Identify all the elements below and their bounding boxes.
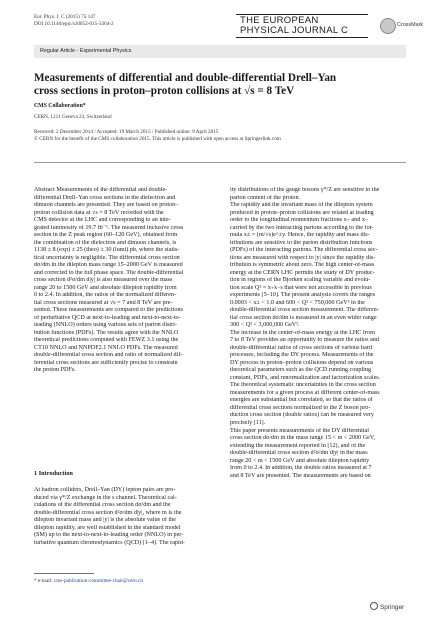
text-line: double-differential cross section measurement. The differen- [230, 307, 379, 314]
doi-line: DOI 10.1140/epjc/s10052-015-3364-2 [34, 21, 114, 27]
author: CMS Collaboration* [34, 103, 86, 109]
article-category: Regular Article - Experimental Physics [40, 48, 132, 54]
text-line: This paper presents measurements of the DY differential [230, 427, 369, 434]
text-line: and 8 TeV are presented. The measurements are based on [230, 472, 371, 479]
text-line: dσ/dm in the dilepton mass range 15–2000 GeV is measured [34, 262, 183, 269]
text-line: dimuon channels are presented. They are based on proton– [34, 202, 179, 209]
text-line: carried by the two interacting partons according to the for- [230, 224, 374, 231]
text-line: tial cross sections measured at √s = 7 and 8 TeV are pre- [34, 299, 173, 306]
text-line: energies are substantial but correlated, so that the ratios of [230, 397, 373, 404]
text-line: 1138 ± 8 (exp) ± 25 (theo) ± 30 (lumi) pb, where the statis- [34, 247, 180, 254]
text-line: constant, PDFs, and renormalization and factorization scales. [230, 374, 381, 381]
text-line: CMS detector at the LHC and corresponding to an inte- [34, 217, 171, 224]
journal-name-line2: PHYSICAL JOURNAL C [240, 25, 349, 36]
text-line: theoretical predictions computed with FEWZ 3.1 using the [34, 337, 179, 344]
text-line: order to the longitudinal momentum fractions x₊ and x₋ [230, 217, 369, 224]
text-line: CT10 NNLO and NNPDF2.1 NNLO PDFs. The measured [34, 344, 178, 351]
text-line: The rapidity and the invariant mass of the dilepton system [230, 202, 373, 209]
email-link[interactable]: cms-publication-committee-chair@cern.ch [53, 578, 143, 584]
text-line: tical uncertainty is negligible. The differential cross section [34, 254, 180, 261]
text-line: double-differential cross section and ratio of normalized dif- [34, 352, 183, 359]
text-line: cross section dσ/dm in the mass range 15 < m < 2000 GeV, [230, 435, 376, 442]
text-line: Abstract Measurements of the differential and double- [34, 187, 168, 193]
text-line: (PDFs) of the interacting partons. The differential cross sec- [230, 247, 378, 254]
text-line: bution functions (PDFs). The results agree with the NNLO [34, 329, 179, 336]
text-line: grated luminosity of 19.7 fb⁻¹. The measured inclusive cross [34, 224, 184, 231]
text-line: experiments [5–10]. The present analysis covers the ranges [230, 292, 376, 299]
text-line: 0 to 2.4. In addition, the ratios of the normalized differen- [34, 292, 176, 299]
text-line: tion in regions of the Bjorken scaling variable and evolu- [230, 277, 371, 284]
text-line: dilepton invariant mass and |y| is the absolute value of the [34, 517, 176, 524]
text-line: (SM) up to the next-to-next-to-leading order (NNLO) in per- [34, 532, 184, 539]
citation [34, 14, 114, 28]
text-line: sented. These measurements are compared to the predictions [34, 307, 183, 314]
text-line: leading (NNLO) orders using various sets of parton distri- [34, 322, 177, 329]
text-line: of perturbative QCD at next-to-leading and next-to-next-to- [34, 314, 181, 321]
text-line: parton content of the proton. [230, 194, 301, 201]
text-line: extending the measurement reported in [12], and of the [230, 442, 366, 449]
text-line: precisely [11]. [230, 419, 266, 426]
publication-dates [34, 129, 406, 143]
right-column-text [230, 187, 406, 480]
text-line: turbative quantum chromodynamics (QCD) [1–4]. The rapid- [34, 539, 185, 546]
text-line: double-differential cross section d²σ/dm d|y|, where m is the [34, 509, 182, 516]
title-line: cross sections in proton–proton collisions at √s = 8 TeV [34, 85, 295, 97]
footnote-label: * e-mail: [34, 578, 53, 584]
text-line: mula x± = (m/√s)e^±y. Hence, the rapidity and mass dis- [230, 232, 370, 239]
text-line: 7 to 8 TeV provides an opportunity to measure the ratios and [230, 337, 379, 344]
text-line: processes, including the DY process. Measurements of the [230, 352, 374, 359]
text-line: the proton PDFs. [34, 367, 76, 374]
introduction-text [34, 487, 210, 547]
crossmark-label: CrossMark [397, 22, 424, 28]
text-line: duced via γ*/Z exchange in the s channel. Theoretical cal- [34, 494, 177, 501]
text-line: dilepton rapidity, are well established in the standard model [34, 524, 181, 531]
citation-line: Eur. Phys. J. C (2015) 75:147 [34, 14, 96, 20]
text-line: 0.0003 < x± < 1.0 and 600 < Q² < 750,000 GeV² in the [230, 299, 365, 306]
publisher-name: Springer [380, 604, 405, 611]
text-line: ferential cross sections are sufficiently precise to constrain [34, 359, 178, 366]
text-line: culations of the differential cross section dσ/dm and the [34, 502, 171, 509]
text-line: tial cross section dσ/dm is measured in an even wider range [230, 314, 377, 321]
springer-horse-icon [370, 602, 378, 610]
text-line: energy at the CERN LHC permits the study of DY produc- [230, 269, 375, 276]
crossmark-badge[interactable] [380, 14, 440, 38]
text-line: tribution is symmetric about zero. The high center-of-mass [230, 262, 375, 269]
footnote [34, 578, 143, 584]
text-line: section in the Z peak region (60–120 GeV), obtained from [34, 232, 178, 239]
text-line: duction cross section (double ratios) can be measured very [230, 412, 374, 419]
text-line: differential cross sections normalized to the Z boson pro- [230, 404, 371, 411]
publisher-logo [370, 602, 404, 611]
text-line: tributions are sensitive to the parton distribution functions [230, 239, 373, 246]
section-heading: 1 Introduction [34, 470, 73, 477]
text-line: cross section d²σ/dm d|y| is also measured over the mass [34, 277, 173, 284]
text-line: 300 < Q² < 3,000,000 GeV². [230, 322, 300, 329]
text-line: At hadron colliders, Drell–Yan (DY) lepton pairs are pro- [34, 487, 176, 493]
text-line: The increase in the center-of-mass energy at the LHC from [230, 329, 375, 336]
copyright-line: © CERN for the benefit of the CMS collaboration 2015. This article is published with open access at Springerlink.com [34, 136, 281, 143]
text-line: and corrected to the full phase space. The double-differential [34, 269, 184, 276]
text-line: double-differential ratios of cross sections of various hard [230, 344, 372, 351]
text-line: tion scale Q² = x₊x₋s that were not accessible in previous [230, 284, 372, 291]
text-line: produced in proton–proton collisions are related at leading [230, 209, 374, 216]
text-line: from 0 to 2.4. In addition, the double ratios measured at 7 [230, 465, 372, 472]
title-line: Measurements of differential and double-differential Drell–Yan [34, 72, 337, 84]
journal-name-line1: THE EUROPEAN [240, 15, 319, 26]
text-line: range 20 to 1500 GeV and absolute dilepton rapidity from [34, 284, 177, 291]
text-line: DY process in proton–proton collisions depend on various [230, 359, 374, 366]
abstract [34, 187, 210, 375]
text-line: The theoretical systematic uncertainties in the cross section [230, 382, 376, 389]
dates-line: Received: 2 December 2014 / Accepted: 19 March 2015 / Published online: 9 April 2015 [34, 129, 219, 135]
text-line: proton collision data at √s = 8 TeV recorded with the [34, 209, 164, 216]
text-line: tions are measured with respect to |y| since the rapidity dis- [230, 254, 376, 261]
text-line: range 20 < m < 1500 GeV and absolute dilepton rapidity [230, 457, 370, 464]
affiliation: CERN, 1211 Geneva 23, Switzerland [34, 114, 112, 120]
text-line: differential Drell–Yan cross sections in the dielectron and [34, 194, 176, 201]
text-line: ity distributions of the gauge bosons γ*/Z are sensitive to the [230, 187, 380, 193]
text-line: theoretical parameters such as the QCD running coupling [230, 367, 372, 374]
text-line: double-differential cross section d²σ/dm d|y| in the mass [230, 450, 368, 457]
divider [34, 162, 406, 163]
article-title [34, 72, 406, 98]
crossmark-icon [380, 18, 396, 34]
text-line: the combination of the dielectron and dimuon channels, is [34, 239, 177, 246]
footnote-rule [34, 573, 94, 574]
text-line: measurements for a given process at different center-of-mass [230, 389, 380, 396]
